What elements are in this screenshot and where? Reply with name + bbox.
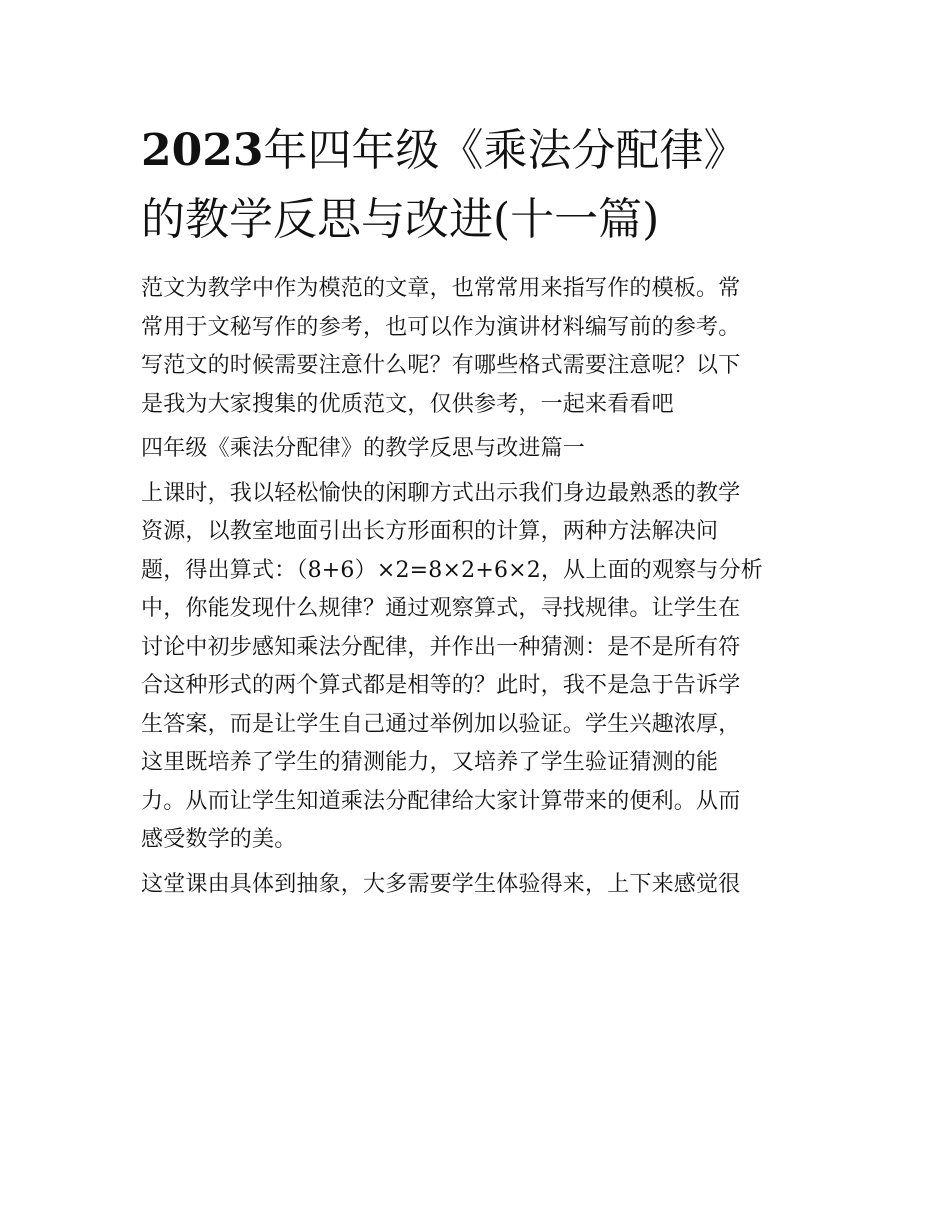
paragraph-line: 力。从而让学生知道乘法分配律给大家计算带来的便利。从而 — [141, 788, 741, 814]
document-page — [141, 116, 813, 904]
title-line-2: 的教学反思与改进(十一篇) — [141, 194, 660, 245]
intro-line: 范文为教学中作为模范的文章，也常常用来指写作的模板。常 — [141, 276, 741, 301]
paragraph-line: 这堂课由具体到抽象，大多需要学生体验得来，上下来感觉很 — [141, 871, 741, 897]
document-body — [141, 270, 813, 904]
intro-line: 是我为大家搜集的优质范文，仅供参考，一起来看看吧 — [141, 391, 674, 417]
intro-line: 写范文的时候需要注意什么呢？有哪些格式需要注意呢？以下 — [141, 353, 741, 378]
section-heading: 四年级《乘法分配律》的教学反思与改进篇一 — [141, 436, 586, 461]
document-title — [141, 116, 813, 254]
paragraph-line: 讨论中初步感知乘法分配律，并作出一种猜测：是不是所有符 — [141, 634, 741, 660]
title-line-1 — [141, 116, 813, 185]
paragraph-line: 生答案，而是让学生自己通过举例加以验证。学生兴趣浓厚， — [141, 711, 741, 737]
paragraph-2 — [141, 866, 813, 905]
paragraph-line: 资源，以教室地面引出长方形面积的计算，两种方法解决问 — [141, 519, 719, 544]
paragraph-1 — [141, 475, 813, 860]
title-line-1-text: 年四年级《乘法分配律》 — [263, 125, 748, 176]
paragraph-line: 题，得出算式：（8+6）×2=8×2+6×2，从上面的观察与分析 — [141, 557, 763, 583]
paragraph-line: 这里既培养了学生的猜测能力，又培养了学生验证猜测的能 — [141, 750, 719, 775]
paragraph-line: 上课时，我以轻松愉快的闲聊方式出示我们身边最熟悉的教学 — [141, 480, 741, 506]
paragraph-line: 感受数学的美。 — [141, 827, 297, 852]
title-year: 2023 — [141, 125, 264, 176]
paragraph-line: 合这种形式的两个算式都是相等的？此时，我不是急于告诉学 — [141, 673, 741, 698]
intro-line: 常用于文秘写作的参考，也可以作为演讲材料编写前的参考。 — [141, 314, 741, 340]
paragraph-line: 中，你能发现什么规律？通过观察算式，寻找规律。让学生在 — [141, 596, 741, 621]
intro-paragraph — [141, 270, 813, 424]
